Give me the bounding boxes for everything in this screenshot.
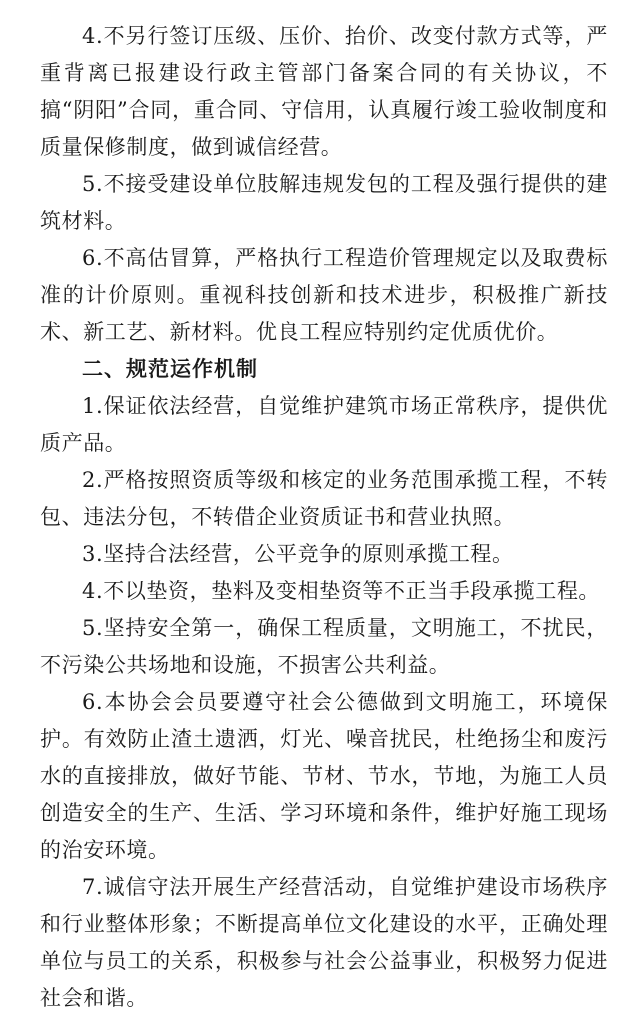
paragraph-item-4: 4.不另行签订压级、压价、抬价、改变付款方式等，严重背离已报建设行政主管部门备案合同的有关协议，不搞“阴阳”合同，重合同、守信用，认真履行竣工验收制度和质量保修制度，做到诚信经营。 xyxy=(40,24,608,159)
paragraph-rule-5: 5.坚持安全第一，确保工程质量，文明施工，不扰民，不污染公共场地和设施，不损害公共利益。 xyxy=(40,616,608,677)
paragraph-rule-2: 2.严格按照资质等级和核定的业务范围承揽工程，不转包、违法分包，不转借企业资质证书和营业执照。 xyxy=(40,468,608,529)
paragraph-rule-7: 7.诚信守法开展生产经营活动，自觉维护建设市场秩序和行业整体形象；不断提高单位文化建设的水平，正确处理单位与员工的关系，积极参与社会公益事业，积极努力促进社会和谐。 xyxy=(40,875,608,1010)
paragraph-rule-4: 4.不以垫资，垫料及变相垫资等不正当手段承揽工程。 xyxy=(82,579,601,603)
paragraph-rule-1: 1.保证依法经营，自觉维护建筑市场正常秩序，提供优质产品。 xyxy=(40,394,608,455)
section-heading: 二、规范运作机制 xyxy=(82,357,258,381)
paragraph-rule-3: 3.坚持合法经营，公平竞争的原则承揽工程。 xyxy=(82,542,514,566)
paragraph-item-6: 6.不高估冒算，严格执行工程造价管理规定以及取费标准的计价原则。重视科技创新和技术进步，积极推广新技术、新工艺、新材料。优良工程应特别约定优质优价。 xyxy=(40,246,608,344)
paragraph-item-5: 5.不接受建设单位肢解违规发包的工程及强行提供的建筑材料。 xyxy=(40,172,608,233)
paragraph-rule-6: 6.本协会会员要遵守社会公德做到文明施工，环境保护。有效防止渣土遗洒，灯光、噪音扰民，杜绝扬尘和废污水的直接排放，做好节能、节材、节水，节地，为施工人员创造安全的生产、生活、学习环境和条件，维护好施工现场的治安环境。 xyxy=(40,690,608,862)
